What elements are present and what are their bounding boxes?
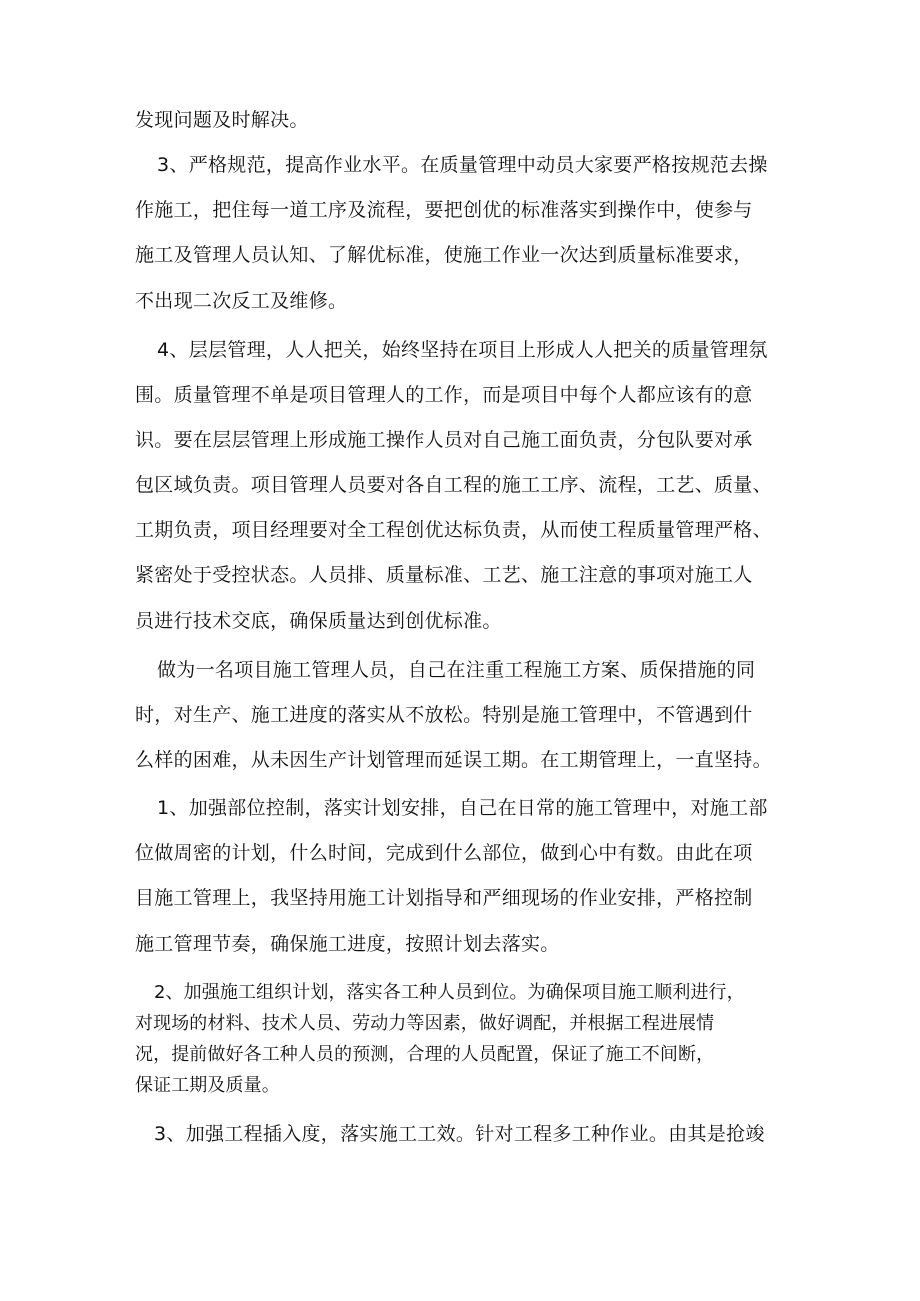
text-line: 不出现二次反工及维修。 [135,290,348,312]
text-line: 施工管理节奏，确保施工进度，按照计划去落实。 [135,933,560,955]
text-line: 么样的困难，从未因生产计划管理而延误工期。在工期管理上，一直坚持。 [135,749,772,771]
text-line: 识。要在层层管理上形成施工操作人员对自己施工面负责，分包队要对承 [135,429,753,451]
text-line: 作施工，把住每一道工序及流程，要把创优的标准落实到操作中，使参与 [135,199,753,221]
text-line: 紧密处于受控状态。人员排、质量标准、工艺、施工注意的事项对施工人 [135,564,753,586]
text-line: 况，提前做好各工种人员的预测，合理的人员配置，保证了施工不间断， [135,1044,715,1065]
text-line: 工期负责，项目经理要对全工程创优达标负责，从而使工程质量管理严格、 [135,519,772,541]
text-line: 4、层层管理，人人把关，始终坚持在项目上形成人人把关的质量管理氛 [157,339,768,361]
text-line: 围。质量管理不单是项目管理人的工作，而是项目中每个人都应该有的意 [135,384,753,406]
text-line: 3、加强工程插入度，落实施工工效。针对工程多工种作业。由其是抢竣 [154,1123,765,1145]
text-line: 目施工管理上，我坚持用施工计划指导和严细现场的作业安排，严格控制 [135,887,753,909]
text-line: 1、加强部位控制，落实计划安排，自己在日常的施工管理中，对施工部 [157,797,768,819]
text-line: 3、严格规范，提高作业水平。在质量管理中动员大家要严格按规范去操 [157,154,768,176]
text-line: 对现场的材料、技术人员、劳动力等因素，做好调配，并根据工程进展情 [135,1013,715,1034]
text-line: 发现问题及时解决。 [135,109,309,131]
text-line: 位做周密的计划，什么时间，完成到什么部位，做到心中有数。由此在项 [135,842,753,864]
text-line: 施工及管理人员认知、了解优标准，使施工作业一次达到质量标准要求， [135,244,753,266]
text-line: 员进行技术交底，确保质量达到创优标准。 [135,610,502,632]
text-line: 做为一名项目施工管理人员，自己在注重工程施工方案、质保措施的同 [157,659,756,681]
text-line: 保证工期及质量。 [135,1075,280,1096]
text-line: 2、加强施工组织计划，落实各工种人员到位。为确保项目施工顺利进行， [154,982,745,1003]
text-line: 包区域负责。项目管理人员要对各自工程的施工工序、流程，工艺、质量、 [135,474,772,496]
text-line: 时，对生产、施工进度的落实从不放松。特别是施工管理中，不管遇到什 [135,704,753,726]
